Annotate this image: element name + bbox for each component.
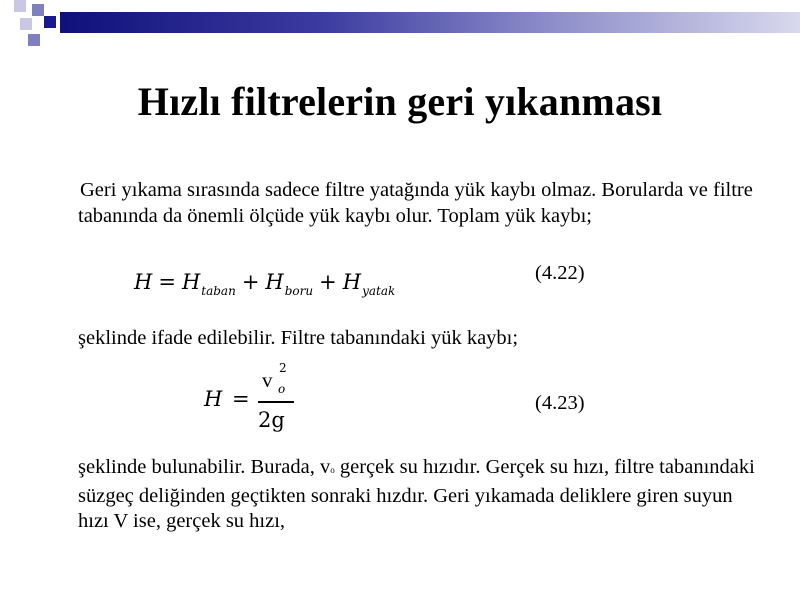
eq1-term3: H (342, 270, 362, 294)
paragraph-second: şeklinde ifade edilebilir. Filtre tabanındaki yük kaybı; (78, 327, 519, 349)
header-gradient-bar (60, 12, 800, 33)
slide-title: Hızlı filtrelerin geri yıkanması (137, 79, 663, 124)
eq2-numerator-v: v (262, 368, 273, 392)
paragraph-third-sub: o (330, 465, 335, 475)
eq1-term2: H (265, 270, 284, 294)
eq1-term1-sub: taban (201, 284, 236, 298)
eq2-lhs: H (204, 387, 223, 411)
paragraph-intro: Geri yıkama sırasında sadece filtre yatağında yük kaybı olmaz. Borularda ve filtre tabanında da önemli ölçüde yük kaybı olur. Toplam yük kaybı; (78, 179, 753, 227)
equation-number-4-23: (4.23) (535, 392, 585, 414)
eq1-equals: = (158, 270, 176, 294)
eq2-numerator-sub: o (278, 382, 286, 396)
eq1-term2-sub: boru (284, 284, 314, 298)
eq1-plus-1: + (241, 270, 260, 294)
eq2-fraction-line (258, 401, 294, 403)
equation-number-4-22: (4.22) (535, 262, 585, 284)
eq2-equals: = (232, 387, 250, 411)
equation-4-22 (134, 270, 396, 298)
eq2-denominator: 2g (258, 408, 285, 432)
eq1-plus-2: + (319, 270, 337, 294)
eq1-lhs: H (134, 270, 153, 294)
paragraph-third-part1: şeklinde bulunabilir. Burada, v (78, 456, 331, 478)
eq2-numerator-sup: 2 (279, 361, 287, 375)
eq1-term1: H (181, 270, 201, 294)
eq1-term3-sub: yatak (362, 284, 396, 298)
paragraph-third-part2: gerçek su hızıdır. Gerçek su hızı, filtre tabanındaki süzgeç deliğinden geçtikten sonraki hızdır. Geri yıkamada deliklere giren suyun hızı V ise, gerçek su hızı, (78, 456, 755, 532)
paragraph-third (78, 455, 758, 535)
